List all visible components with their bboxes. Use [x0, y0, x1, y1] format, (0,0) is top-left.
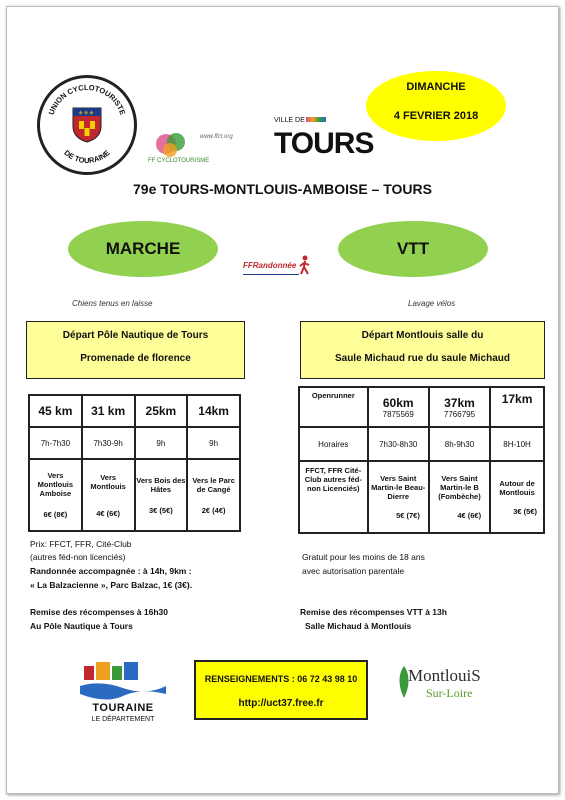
vtt-destination: Autour de Montlouis: [499, 478, 535, 497]
date-value: 4 FEVRIER 2018: [393, 110, 479, 122]
ffct-url: www.ffct.org: [200, 134, 233, 140]
vtt-remise-line2: Salle Michaud à Montlouis: [305, 621, 412, 631]
marche-destination-cell: [135, 459, 188, 531]
marche-remise-line1: Remise des récompenses à 16h30: [30, 607, 168, 617]
ffct-logo: [148, 130, 243, 170]
marche-price: 2€ (4€): [201, 505, 226, 515]
marche-prix-line2: (autres féd-non licenciés): [30, 552, 126, 562]
ville-de-label: VILLE DE: [274, 117, 305, 124]
openrunner-code: 7875569: [382, 409, 414, 419]
walker-icon: [299, 255, 311, 275]
vtt-destination: Vers Saint Martin-le B (Fombèche): [438, 474, 481, 501]
vtt-destination-cell: [368, 461, 429, 533]
vtt-horaire: 7h30-8h30: [368, 427, 429, 461]
marche-distance: 14km: [187, 395, 240, 427]
marche-horaire: 9h: [187, 427, 240, 459]
marche-table: [28, 394, 241, 532]
renseignements-phone: RENSEIGNEMENTS : 06 72 43 98 10: [204, 674, 358, 684]
vtt-gratuit-line1: Gratuit pour les moins de 18 ans: [302, 552, 425, 562]
touraine-wordmark: TOURAINE: [92, 702, 154, 714]
ville-de-tours-logo: [272, 113, 374, 173]
tours-color-bar: [306, 117, 326, 122]
vtt-note: Lavage vélos: [408, 299, 456, 308]
touraine-logo: [80, 660, 170, 726]
ffct-name: FF CYCLOTOURISME: [148, 158, 210, 164]
vtt-gratuit-line2: avec autorisation parentale: [302, 566, 405, 576]
marche-bubble: MARCHE: [68, 221, 218, 277]
marche-destination: Vers Montlouis: [90, 472, 126, 491]
touraine-subtitle: LE DÉPARTEMENT: [91, 716, 155, 723]
vtt-remise-line1: Remise des récompenses VTT à 13h: [300, 607, 447, 617]
svg-text:DE TOURAINE: [62, 148, 111, 165]
vtt-destination-row: [299, 461, 544, 533]
marche-horaire: 9h: [135, 427, 188, 459]
vtt-horaires-row: [299, 427, 544, 461]
ffrandonnee-logo: [243, 252, 313, 280]
vtt-horaires-label: Horaires: [299, 427, 368, 461]
marche-prix-line1: Prix: FFCT, FFR, Cité-Club: [30, 539, 132, 549]
renseignements-box: [194, 660, 368, 720]
vtt-tarif-label: FFCT, FFR Cité-Club autres féd-non Licenciés): [299, 461, 368, 533]
vtt-distance-cell: [429, 387, 490, 427]
marche-destination-cell: [187, 459, 240, 531]
marche-distance: 25km: [135, 395, 188, 427]
marche-distance: 31 km: [82, 395, 135, 427]
marche-destination: Vers Bois des Hâtes: [136, 475, 186, 494]
vtt-price: 3€ (5€): [513, 506, 537, 516]
sur-loire-wordmark: Sur-Loire: [426, 686, 473, 700]
marche-depart-box: [26, 321, 245, 379]
rando-line2: « La Balzacienne », Parc Balzac, 1€ (3€).: [30, 580, 193, 590]
vtt-distance-cell: [368, 387, 429, 427]
openrunner-label: Openrunner: [299, 387, 368, 427]
vtt-price: 5€ (7€): [396, 511, 420, 520]
vtt-distance: 60km: [382, 395, 414, 410]
marche-price: 6€ (8€): [43, 510, 68, 519]
vtt-depart-box: [300, 321, 545, 379]
marche-remise-line2: Au Pôle Nautique à Tours: [30, 621, 133, 631]
vtt-distance: 17km: [490, 387, 544, 427]
seal-text-top: UNION CYCLOTOURISTE: [46, 82, 128, 117]
rando-line1: Randonnée accompagnée : à 14h, 9km :: [30, 566, 192, 576]
touraine-emblem-icon: [80, 660, 166, 702]
vtt-destination-cell: [429, 461, 490, 533]
marche-destination: Vers Montlouis Amboise: [37, 471, 74, 498]
renseignements-url[interactable]: http://uct37.free.fr: [238, 698, 324, 709]
marche-destination-row: [29, 459, 240, 531]
marche-horaires-row: [29, 427, 240, 459]
marche-destination-cell: [82, 459, 135, 531]
marche-distance: 45 km: [29, 395, 82, 427]
vtt-destination-cell: [490, 461, 544, 533]
ucdt-seal-logo: [37, 75, 137, 175]
marche-price: 4€ (6€): [96, 508, 120, 518]
date-day: DIMANCHE: [406, 81, 466, 93]
marche-distance-row: [29, 395, 240, 427]
marche-note: Chiens tenus en laisse: [72, 299, 153, 308]
marche-horaire: 7h30-9h: [82, 427, 135, 459]
montlouis-wordmark: MontlouiS: [408, 666, 481, 685]
marche-depart-line2: Promenade de florence: [80, 353, 191, 364]
tours-wordmark: TOURS: [274, 127, 374, 160]
montlouis-logo: [398, 660, 486, 710]
svg-text:⚜⚜⚜: ⚜⚜⚜: [78, 111, 95, 117]
vtt-destination: Vers Saint Martin-le Beau-Dierre: [371, 474, 426, 501]
vtt-table: [298, 386, 545, 534]
vtt-price: 4€ (6€): [457, 511, 482, 520]
vtt-distance-row: [299, 387, 544, 427]
vtt-distance: 37km: [444, 395, 475, 410]
date-bubble: [366, 71, 506, 141]
vtt-bubble: VTT: [338, 221, 488, 277]
marche-price: 3€ (5€): [148, 505, 173, 515]
vtt-horaire: 8h-9h30: [429, 427, 490, 461]
marche-destination: Vers le Parc de Cangé: [192, 475, 235, 494]
marche-destination-cell: [29, 459, 82, 531]
vtt-depart-line2: Saule Michaud rue du saule Michaud: [334, 353, 511, 364]
marche-horaire: 7h-7h30: [29, 427, 82, 459]
ffrandonnee-name: FFRandonnée: [243, 261, 297, 270]
vtt-horaire: 8H-10H: [490, 427, 544, 461]
marche-depart-line1: Départ Pôle Nautique de Tours: [62, 330, 209, 341]
vtt-depart-line1: Départ Montlouis salle du: [361, 330, 484, 341]
openrunner-code: 7766795: [443, 409, 476, 419]
event-title: 79e TOURS-MONTLOUIS-AMBOISE – TOURS: [133, 181, 432, 197]
seal-text-bottom: DE TOURAINE: [62, 148, 112, 166]
